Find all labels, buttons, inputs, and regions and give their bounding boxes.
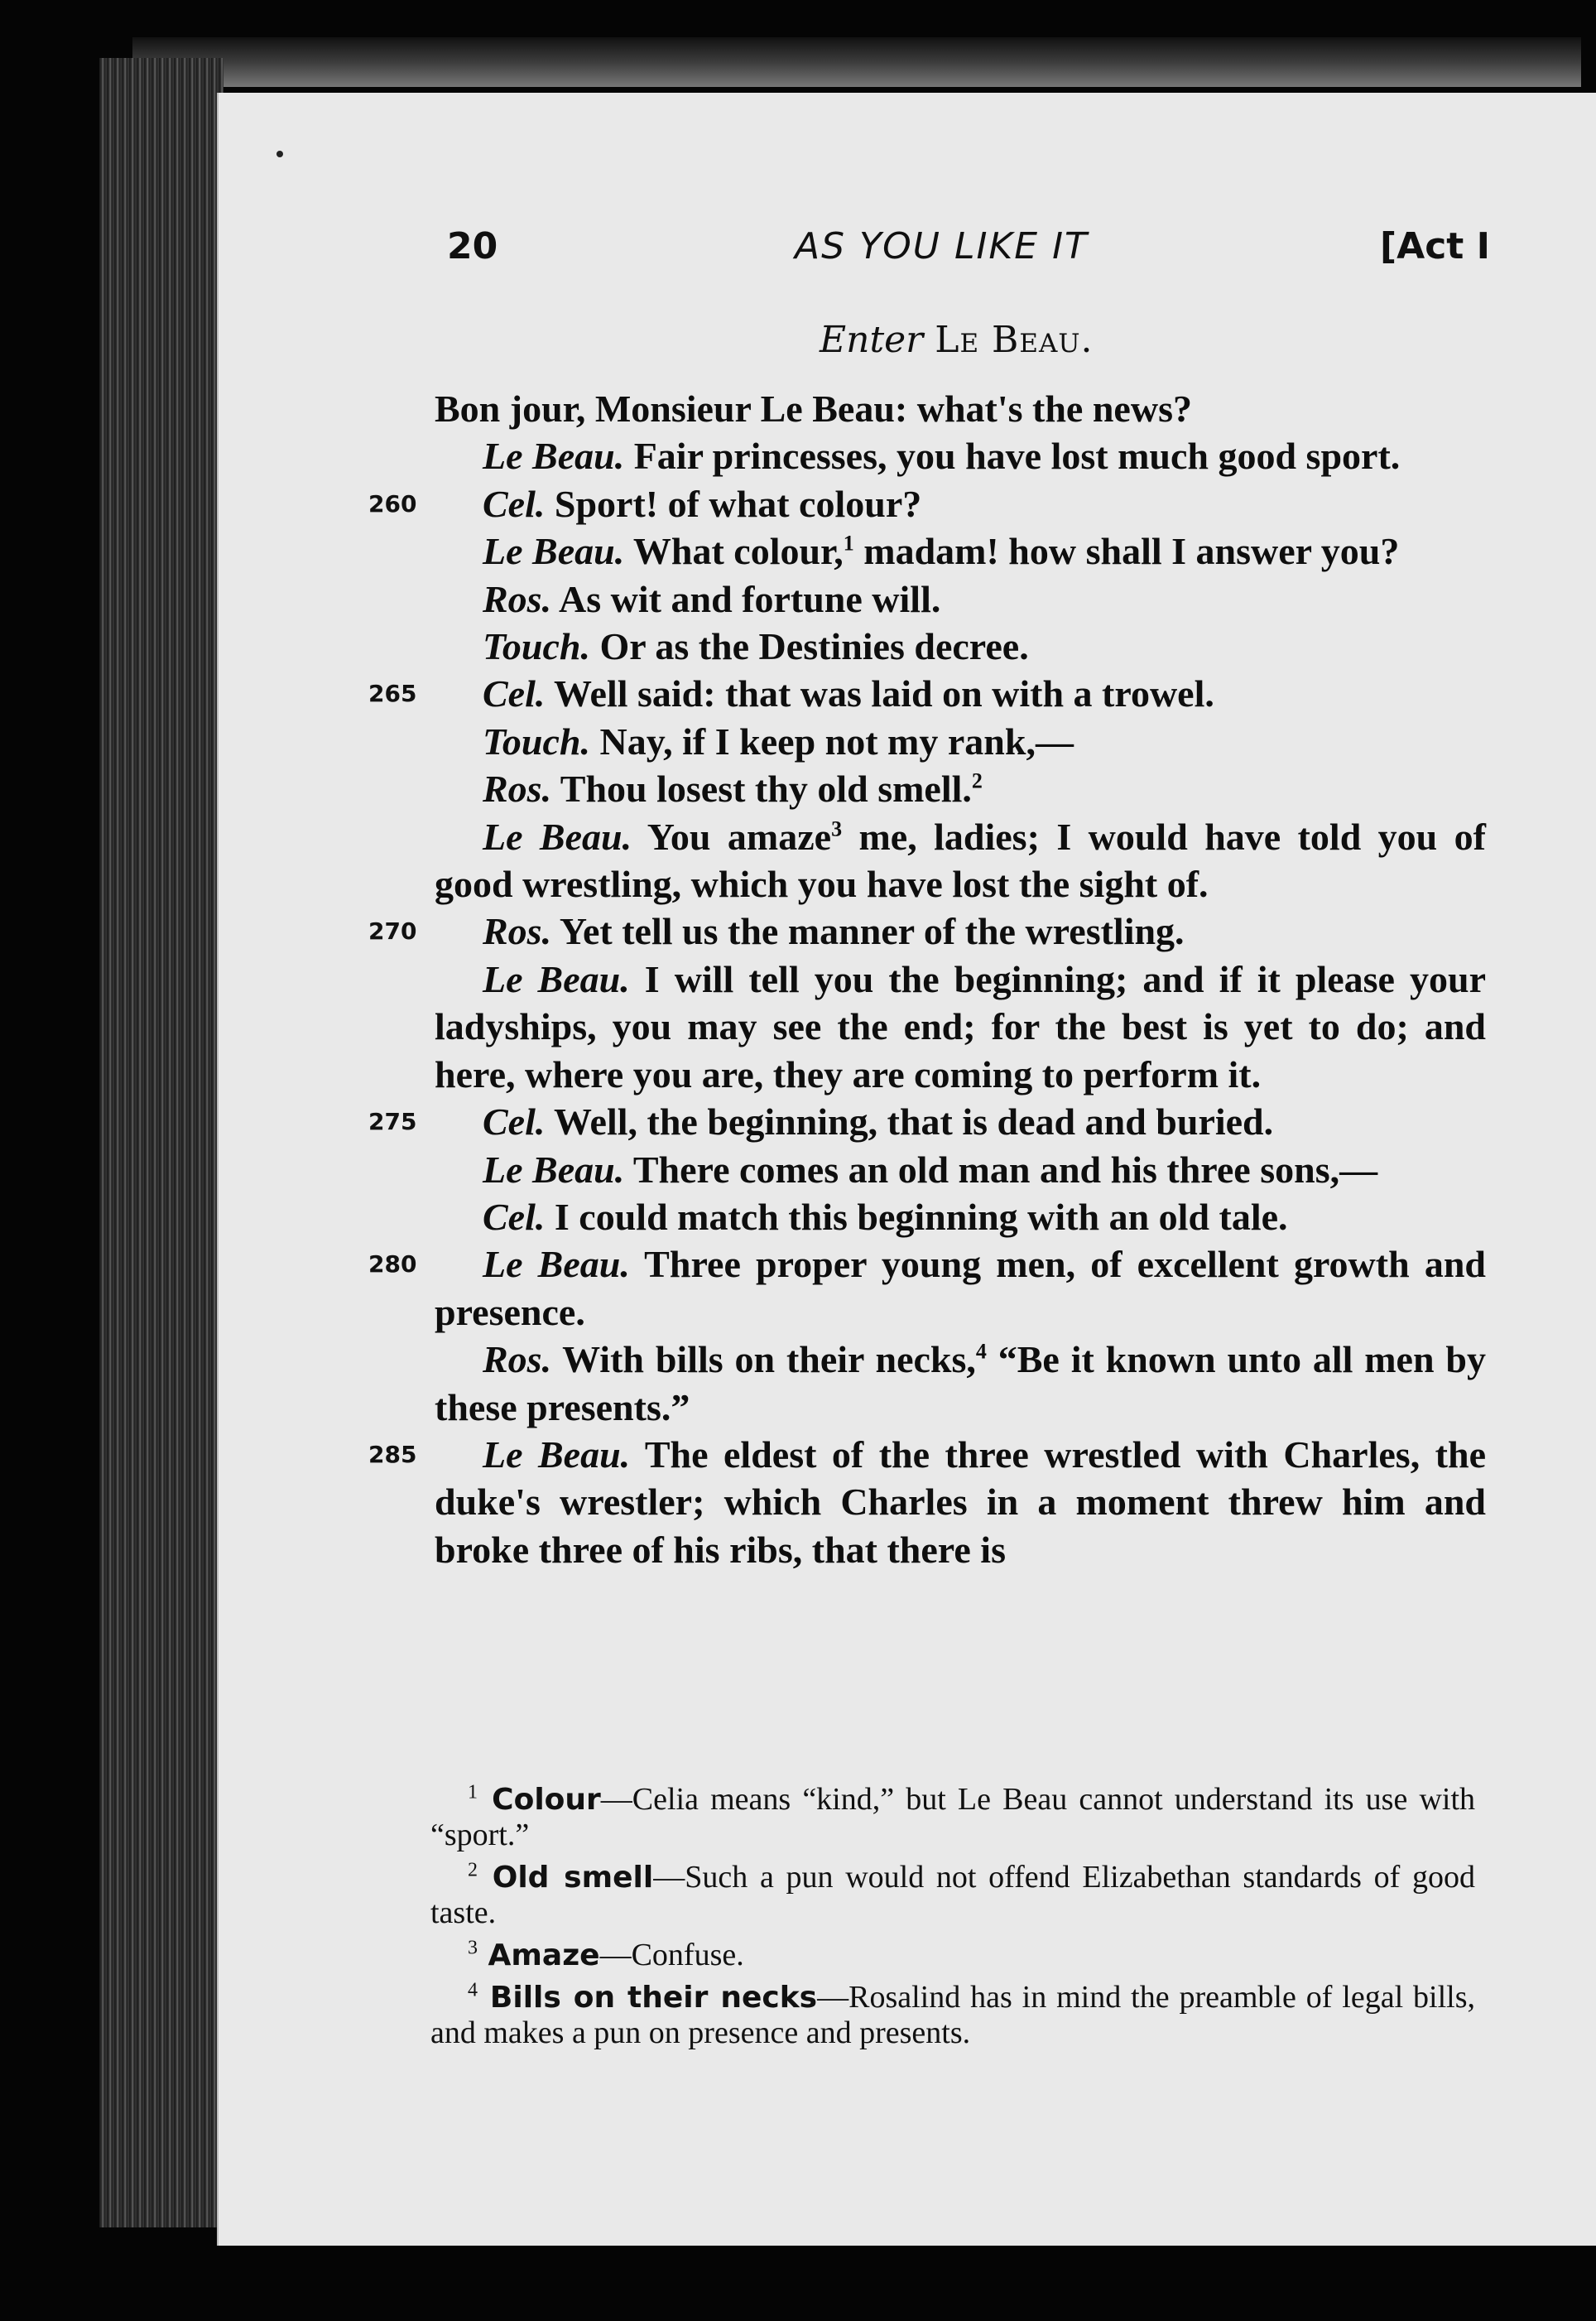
speech-text: The eldest of the three wrestled with Charles, the duke's wrestler; which Charles in a moment threw him and broke three of his ribs, that there is [435, 1433, 1486, 1571]
speaker-name: Cel. [483, 672, 546, 715]
footnote-term: Bills on their necks [478, 1981, 818, 2015]
page-number: 20 [447, 225, 498, 267]
footnote [430, 1860, 1475, 1931]
speech-text: I could match this beginning with an old tale. [545, 1195, 1288, 1238]
speech-text: Thou losest thy old smell. [551, 768, 972, 811]
speech [368, 1098, 1486, 1145]
speaker-name: Cel. [483, 1195, 546, 1238]
footnote [430, 1938, 1475, 1973]
footnote [430, 1782, 1475, 1853]
dialogue-text [368, 385, 1487, 1573]
speaker-name: Le Beau. [483, 815, 632, 858]
speaker-name: Ros. [483, 1338, 552, 1381]
act-label: [Act I [1380, 225, 1490, 267]
speech-text: Well said: that was laid on with a trowel. [545, 672, 1214, 715]
speaker-name: Cel. [483, 1100, 546, 1144]
footnote-text: —Confuse. [599, 1938, 744, 1972]
speaker-name: Touch. [483, 625, 590, 668]
ink-speck [276, 151, 283, 157]
book-title: AS YOU LIKE IT [795, 225, 1089, 267]
speech-text: With bills on their necks, [551, 1338, 976, 1381]
speech-text: Three proper young men, of excellent growth and presence. [435, 1243, 1486, 1333]
speech [435, 956, 1486, 1098]
speech-text: Fair princesses, you have lost much good sport. [624, 435, 1401, 478]
speaker-name: Ros. [483, 768, 552, 811]
speech [435, 718, 1486, 765]
speech-text-continued: me, ladies; I would have told you of good wrestling, which you have lost the sight of. [435, 815, 1486, 906]
speech-text: You amaze [632, 815, 832, 858]
speech-text: I will tell you the beginning; and if it please your ladyships, you may see the end; for the best is yet to do; and here, where you are, they are coming to perform it. [435, 957, 1487, 1095]
speech [435, 1193, 1486, 1240]
speech-text: There comes an old man and his three sons,— [624, 1148, 1378, 1191]
book-page-edges [99, 58, 224, 2227]
speech-text: Or as the Destinies decree. [589, 625, 1029, 668]
speaker-name: Le Beau. [483, 1433, 631, 1476]
speaker-name: Le Beau. [483, 530, 625, 573]
speech [368, 670, 1486, 717]
speech-text-continued: “Be it known unto all men by these presents.” [435, 1338, 1486, 1428]
stage-direction-name: Le Beau. [935, 319, 1094, 361]
speaker-name: Ros. [483, 577, 552, 620]
stage-direction-verb: Enter [820, 319, 924, 361]
speaker-name: Le Beau. [483, 957, 630, 1000]
speaker-name: Le Beau. [483, 1243, 630, 1286]
stage-direction [820, 319, 1094, 361]
speech-text: Bon jour, Monsieur Le Beau: what's the news? [435, 388, 1192, 430]
footnote-reference: 3 [831, 816, 843, 841]
speech [435, 765, 1486, 812]
speech-text: Nay, if I keep not my rank,— [589, 720, 1074, 763]
speech-text-continued: madam! how shall I answer you? [853, 530, 1400, 573]
speech [435, 432, 1486, 479]
line-number: 265 [368, 680, 417, 708]
footnote-mark: 4 [468, 1979, 478, 2001]
speech [435, 385, 1486, 432]
speaker-name: Le Beau. [483, 435, 625, 478]
speech [435, 813, 1486, 908]
speech [435, 527, 1486, 575]
line-number: 260 [368, 489, 417, 518]
speech-text: Sport! of what colour? [545, 482, 922, 525]
line-number: 270 [368, 917, 417, 946]
speech [435, 623, 1486, 670]
speech-text: What colour, [624, 530, 844, 573]
speech-text: As wit and fortune will. [551, 577, 941, 620]
speech [368, 480, 1486, 527]
running-header [447, 225, 1490, 275]
speech [368, 1431, 1486, 1573]
speech-text: Yet tell us the manner of the wrestling. [551, 910, 1185, 953]
speech [368, 908, 1486, 955]
footnote-mark: 2 [468, 1859, 478, 1881]
line-number: 275 [368, 1108, 417, 1136]
footnote-text: —Such a pun would not offend Elizabethan standards of good taste. [430, 1860, 1475, 1930]
footnote-mark: 1 [468, 1781, 478, 1803]
book-top-edge [132, 37, 1581, 87]
speaker-name: Le Beau. [483, 1148, 625, 1191]
footnote-reference: 4 [975, 1339, 987, 1364]
footnote-reference: 2 [971, 768, 983, 793]
footnote-text: —Celia means “kind,” but Le Beau cannot understand its use with “sport.” [430, 1782, 1476, 1852]
footnotes [430, 1782, 1475, 2058]
speaker-name: Ros. [483, 910, 552, 953]
footnote-mark: 3 [468, 1937, 478, 1959]
speech [435, 1336, 1486, 1431]
line-number: 280 [368, 1250, 417, 1278]
speech [435, 1146, 1486, 1193]
speech-text: Well, the beginning, that is dead and buried. [545, 1100, 1274, 1144]
footnote-term: Old smell [478, 1861, 654, 1895]
footnote-term: Amaze [478, 1938, 600, 1972]
speaker-name: Touch. [483, 720, 590, 763]
footnote-reference: 1 [843, 531, 854, 556]
speech [435, 575, 1486, 623]
footnote-text: —Rosalind has in mind the preamble of legal bills, and makes a pun on presence and presents. [430, 1980, 1475, 2050]
footnote-term: Colour [478, 1783, 601, 1817]
line-number: 285 [368, 1440, 417, 1468]
footnote [430, 1980, 1475, 2051]
speech [368, 1240, 1486, 1336]
speaker-name: Cel. [483, 482, 546, 525]
